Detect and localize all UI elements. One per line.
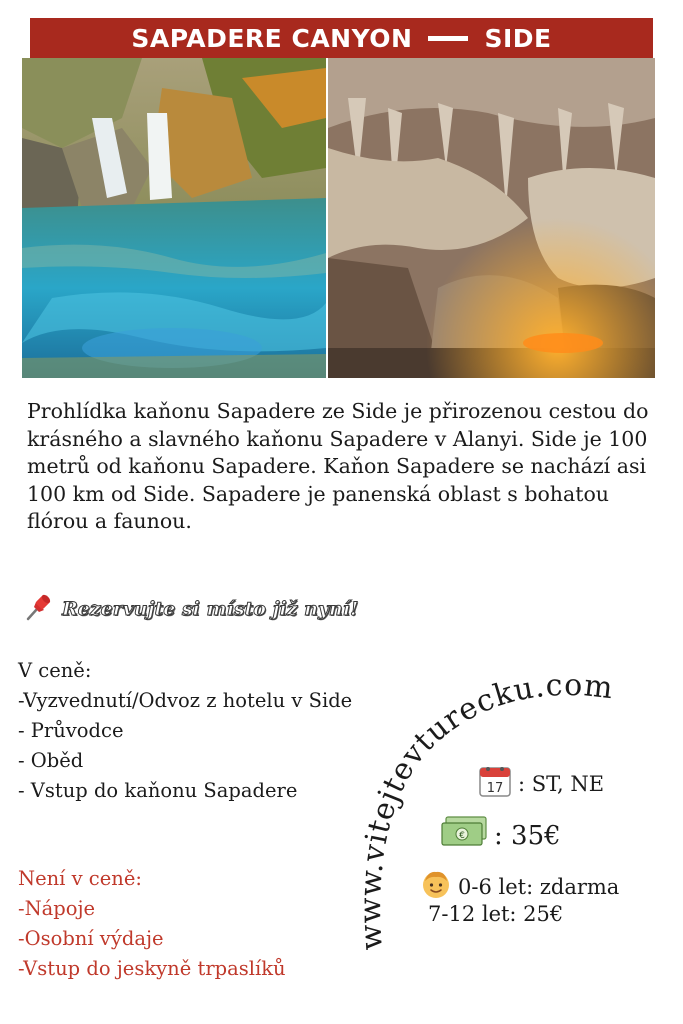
included-heading: V ceně: [18, 659, 92, 682]
list-item: - Vstup do kaňonu Sapadere [18, 779, 298, 802]
page-header [30, 18, 653, 58]
excluded-list [18, 864, 286, 984]
svg-text:€: € [459, 831, 465, 841]
svg-text:17: 17 [486, 781, 504, 796]
kids-price-line-1 [420, 868, 619, 905]
child-face-icon [420, 868, 452, 905]
list-item: - Oběd [18, 749, 84, 772]
money-icon [440, 815, 488, 856]
tour-days [478, 764, 604, 803]
kids-free-text: 0-6 let: zdarma [458, 874, 620, 899]
excluded-heading: Není v ceně: [18, 867, 142, 890]
header-title-left: SAPADERE CANYON [131, 23, 413, 53]
tour-description: Prohlídka kaňonu Sapadere ze Side je přirozenou cestou do krásného a slavného kaňonu Sapadere v Alanyi. Side je 100 metrů od kaňonu Sapadere. Kaňon Sapadere se nachází asi 100 km od Side. Sapadere je panenská oblast s bohatou flórou a faunou. [27, 399, 649, 533]
cave-photo [328, 58, 655, 378]
included-list [18, 656, 352, 806]
header-title-right: SIDE [484, 23, 552, 53]
list-item: -Vyzvednutí/Odvoz z hotelu v Side [18, 689, 353, 712]
pushpin-icon [24, 592, 54, 626]
kids-price-line-2 [428, 902, 563, 926]
kids-price-text: 7-12 let: 25€ [428, 902, 564, 926]
photo-collage [22, 58, 655, 378]
reserve-callout [24, 592, 358, 626]
list-item: - Průvodce [18, 719, 124, 742]
price-text: : 35€ [494, 820, 561, 851]
list-item: -Nápoje [18, 897, 96, 920]
days-text: : ST, NE [518, 771, 605, 796]
header-dash [428, 36, 468, 41]
list-item: -Osobní výdaje [18, 927, 164, 950]
list-item: -Vstup do jeskyně trpaslíků [18, 957, 286, 980]
calendar-icon [478, 764, 512, 803]
svg-text:www.vitejtevturecku.com: www.vitejtevturecku.com [353, 667, 616, 952]
reserve-text: Rezervujte si místo již nyní! [62, 598, 359, 620]
waterfall-photo [22, 58, 326, 378]
tour-price [440, 815, 561, 856]
